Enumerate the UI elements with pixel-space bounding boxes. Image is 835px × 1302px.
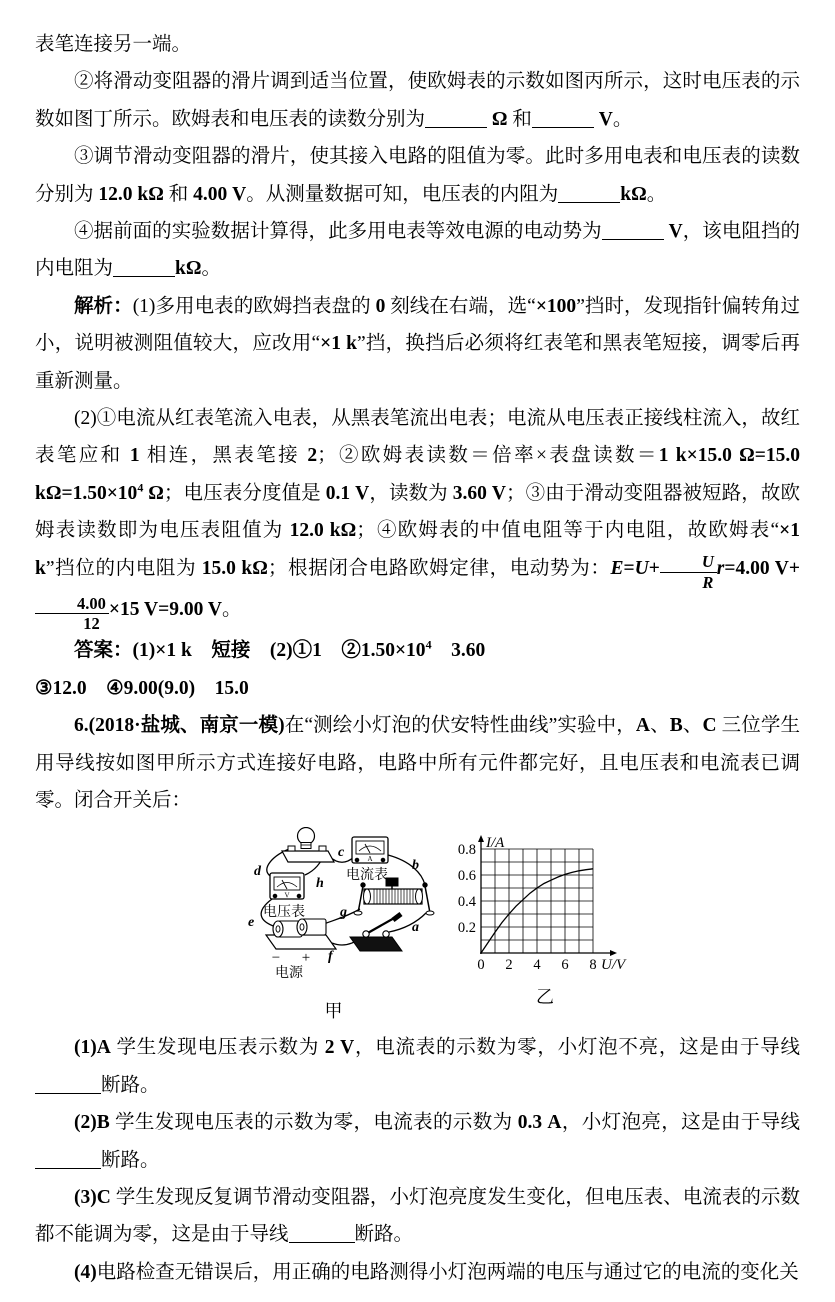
text-segment: 。 <box>612 108 633 130</box>
text-segment: 6.(2018·盐城、南京一模) <box>74 715 285 737</box>
circuit-diagram <box>226 827 441 989</box>
text-block-bottom <box>35 1029 800 1291</box>
text-segment: ；③由于滑动变阻器被短路，故欧姆表读数即为电压表阻值为 <box>35 482 800 542</box>
text-segment: ④据前面的实验数据计算得，此多用电表等效电源的电动势为 <box>74 221 602 243</box>
paragraph-q6-intro <box>35 707 800 819</box>
y-tick-label: 0.4 <box>457 894 476 911</box>
fraction: $\frac{U}{R}$ <box>660 553 717 591</box>
battery-plus-sign: + <box>301 950 311 967</box>
x-tick-label: 6 <box>561 957 569 974</box>
text-segment: ”挡时，发现指针偏转角过小，说明被测阻值较大，应改用“ <box>35 295 800 355</box>
battery-label: 电源 <box>275 966 303 982</box>
text-segment: 4.00 V <box>193 183 247 205</box>
text-segment: V <box>598 108 613 130</box>
text-segment: 答案： <box>74 640 133 662</box>
text-segment: 、 <box>649 715 670 737</box>
rheostat-icon <box>354 878 434 915</box>
ammeter-symbol: A <box>367 855 373 864</box>
subfigure-yi <box>445 827 645 1009</box>
wire-label-e: e <box>248 915 255 931</box>
fill-in-blank <box>35 1091 101 1094</box>
x-tick-label: 4 <box>533 957 541 974</box>
y-tick-label: 0.2 <box>457 920 476 937</box>
text-segment: ；④欧姆表的中值电阻等于内电阻，故欧姆表“ <box>356 520 780 542</box>
text-segment: ”挡，换挡后必须将红表笔和黑表笔短接，调零后再重新测量。 <box>35 333 800 392</box>
text-segment: 1 <box>129 445 140 467</box>
paragraph-jiexi-2 <box>35 400 800 632</box>
x-tick-label: 0 <box>477 957 485 974</box>
circuit-art <box>226 827 441 989</box>
text-segment: 。 <box>201 258 221 280</box>
text-segment: Ω <box>143 482 164 504</box>
text-segment: 、 <box>682 715 703 737</box>
text-segment: = <box>623 557 635 579</box>
text-segment: r <box>716 557 725 579</box>
text-segment: 三位学生用导线按如图甲所示方式连接好电路，电路中所有元件都完好，且电压表和电流表已调零。闭合开关后： <box>35 715 800 811</box>
text-segment: V <box>668 221 683 243</box>
text-segment: 0 <box>375 295 386 317</box>
text-segment: 。从测量数据可知，电压表的内阻为 <box>246 183 559 205</box>
text-segment: 15.0 kΩ <box>201 557 268 579</box>
text-segment: 。 <box>221 599 242 621</box>
text-segment: kΩ <box>620 183 647 205</box>
text-segment: ×1 k <box>35 520 800 579</box>
text-segment: 12.0 kΩ <box>289 520 357 542</box>
paragraph-q6-1 <box>35 1029 800 1104</box>
text-segment: ②将滑动变阻器的滑片调到适当位置，使欧姆表的示数如图丙所示，这时电压表的示数如图丁所示。欧姆表和电压表的读数分别为 <box>35 71 800 130</box>
wire-label-h: h <box>316 876 324 892</box>
x-axis-label: U/V <box>601 957 626 974</box>
text-segment: 学生发现电压表的示数为零，电流表的示数为 <box>109 1112 518 1134</box>
paragraph-jiexi-1 <box>35 288 800 400</box>
text-segment: C <box>702 715 717 737</box>
text-segment: ×100 <box>535 295 577 317</box>
text-segment: 解析： <box>74 295 133 317</box>
text-segment: (1)A <box>74 1037 111 1059</box>
text-segment: (3)C <box>74 1187 111 1208</box>
fill-in-blank <box>35 1166 101 1169</box>
fill-in-blank <box>602 237 664 240</box>
x-axis-arrow <box>610 950 617 956</box>
x-tick-label: 2 <box>505 957 513 974</box>
text-segment: Ω <box>491 108 508 130</box>
text-segment: 在“测绘小灯泡的伏安特性曲线”实验中， <box>284 715 636 737</box>
text-segment: (1)×1 k 短接 (2)①1 ②1.50×10 <box>132 640 426 662</box>
figure-row <box>71 827 800 1023</box>
wire-label-c: c <box>338 845 345 861</box>
text-segment: A <box>635 715 650 737</box>
text-segment: ；②欧姆表读数＝倍率×表盘读数＝ <box>317 445 659 467</box>
wire-label-g: g <box>340 905 347 921</box>
wire-label-f: f <box>328 949 333 965</box>
text-segment: 3.60 V <box>452 482 506 504</box>
text-segment: ③12.0 ④9.00(9.0) 15.0 <box>35 677 249 699</box>
text-segment: 2 V <box>324 1037 355 1059</box>
fill-in-blank <box>532 125 594 128</box>
wire-label-d: d <box>254 864 261 880</box>
text-segment: 学生发现电压表示数为 <box>110 1037 325 1059</box>
text-segment: 和 <box>507 108 532 130</box>
text-segment: 断路。 <box>354 1224 414 1246</box>
text-segment: U <box>634 557 649 579</box>
text-segment: 断路。 <box>101 1149 160 1171</box>
fraction: $\frac{4.00}{12}$ <box>35 595 109 633</box>
voltmeter-symbol: V <box>284 891 290 900</box>
y-axis-arrow <box>478 835 484 842</box>
light-bulb-icon <box>282 828 334 863</box>
y-tick-label: 0.6 <box>457 868 476 885</box>
text-segment: ×15 V <box>108 599 159 621</box>
y-tick-label: 0.8 <box>457 842 476 859</box>
paragraph-q-step4 <box>35 213 800 288</box>
text-block-top <box>35 26 800 819</box>
fill-in-blank <box>425 125 487 128</box>
paragraph-daan-1 <box>35 632 800 669</box>
x-tick-label: 8 <box>589 957 597 974</box>
text-segment: ③调节滑动变阻器的滑片，使其接入电路的阻值为零。此时多用电表和电压表的读数分别为 <box>35 146 800 205</box>
paragraph-q-step3 <box>35 138 800 213</box>
text-segment: ；电压表分度值是 <box>163 482 326 504</box>
caption-jia: 甲 <box>324 1001 343 1022</box>
text-segment: ，该电阻挡的内电阻为 <box>35 221 800 280</box>
paragraph-daan-2 <box>35 670 800 707</box>
text-segment: 学生发现反复调节滑动变阻器，小灯泡亮度发生变化，但电压表、电流表的示数都不能调为零，这是由于导线 <box>35 1187 800 1246</box>
text-segment: ×1 k <box>320 333 357 355</box>
ammeter-label: 电流表 <box>346 868 388 884</box>
paragraph-continuation-line <box>35 26 800 63</box>
text-segment: ，电流表的示数为零，小灯泡不亮，这是由于导线 <box>354 1037 800 1059</box>
y-axis-label: I/A <box>486 835 505 852</box>
subfigure-jia <box>226 827 441 1023</box>
paragraph-q-step2 <box>35 63 800 138</box>
text-segment: 和 <box>163 183 194 205</box>
text-segment: 断路。 <box>101 1074 160 1096</box>
battery-icon <box>266 919 336 949</box>
graph-art <box>445 827 645 975</box>
text-segment: ；根据闭合电路欧姆定律，电动势为： <box>267 557 611 579</box>
iv-graph <box>445 833 645 975</box>
text-segment: 1 k×15.0 Ω=15.0 kΩ=1.50×10 <box>35 445 800 504</box>
caption-yi: 乙 <box>536 987 554 1008</box>
text-segment: 刻线在右端，选“ <box>385 295 536 317</box>
text-segment: E <box>610 557 624 579</box>
text-segment: 相连，黑表笔接 <box>139 445 308 467</box>
text-segment: ，读数为 <box>369 482 453 504</box>
text-segment: (1)多用电表的欧姆挡表盘的 <box>132 295 376 317</box>
text-segment: 12.0 kΩ <box>98 183 164 205</box>
text-segment: =4.00 V+ <box>724 557 800 579</box>
text-segment: B <box>669 715 683 737</box>
fill-in-blank <box>289 1240 355 1243</box>
text-segment: ，小灯泡亮，这是由于导线 <box>561 1112 800 1134</box>
text-segment: 0.1 V <box>325 482 370 504</box>
paragraph-q6-3 <box>35 1179 800 1254</box>
text-segment: (4) <box>74 1261 97 1283</box>
text-segment: =9.00 V <box>158 599 222 621</box>
text-segment: 4 <box>137 480 144 495</box>
text-segment: kΩ <box>175 258 202 280</box>
text-segment: 电路检查无错误后，用正确的电路测得小灯泡两端的电压与通过它的电流的变化关 <box>96 1261 799 1283</box>
wire-label-a: a <box>412 920 419 936</box>
text-segment: + <box>648 557 660 579</box>
fill-in-blank <box>113 274 175 277</box>
text-segment: ”挡位的内电阻为 <box>45 557 202 579</box>
text-segment: 2 <box>307 445 318 467</box>
text-segment: 表笔连接另一端。 <box>35 34 192 55</box>
battery-minus-sign: − <box>271 950 281 967</box>
text-segment: 0.3 A <box>517 1112 562 1134</box>
voltmeter-label: 电压表 <box>263 905 305 921</box>
text-segment: (2)①电流从红表笔流入电表，从黑表笔流出电表；电流从电压表正接线柱流入，故红表笔应和 <box>35 408 800 467</box>
text-segment: 3.60 <box>431 640 486 662</box>
text-segment: 4 <box>425 637 432 652</box>
paragraph-q6-4 <box>35 1254 800 1291</box>
text-segment: 。 <box>646 183 667 205</box>
paragraph-q6-2 <box>35 1104 800 1179</box>
graph-grid <box>481 849 593 953</box>
fill-in-blank <box>558 200 620 203</box>
switch-icon <box>350 914 402 951</box>
text-segment: (2)B <box>74 1112 110 1134</box>
wire-label-b: b <box>412 858 419 874</box>
